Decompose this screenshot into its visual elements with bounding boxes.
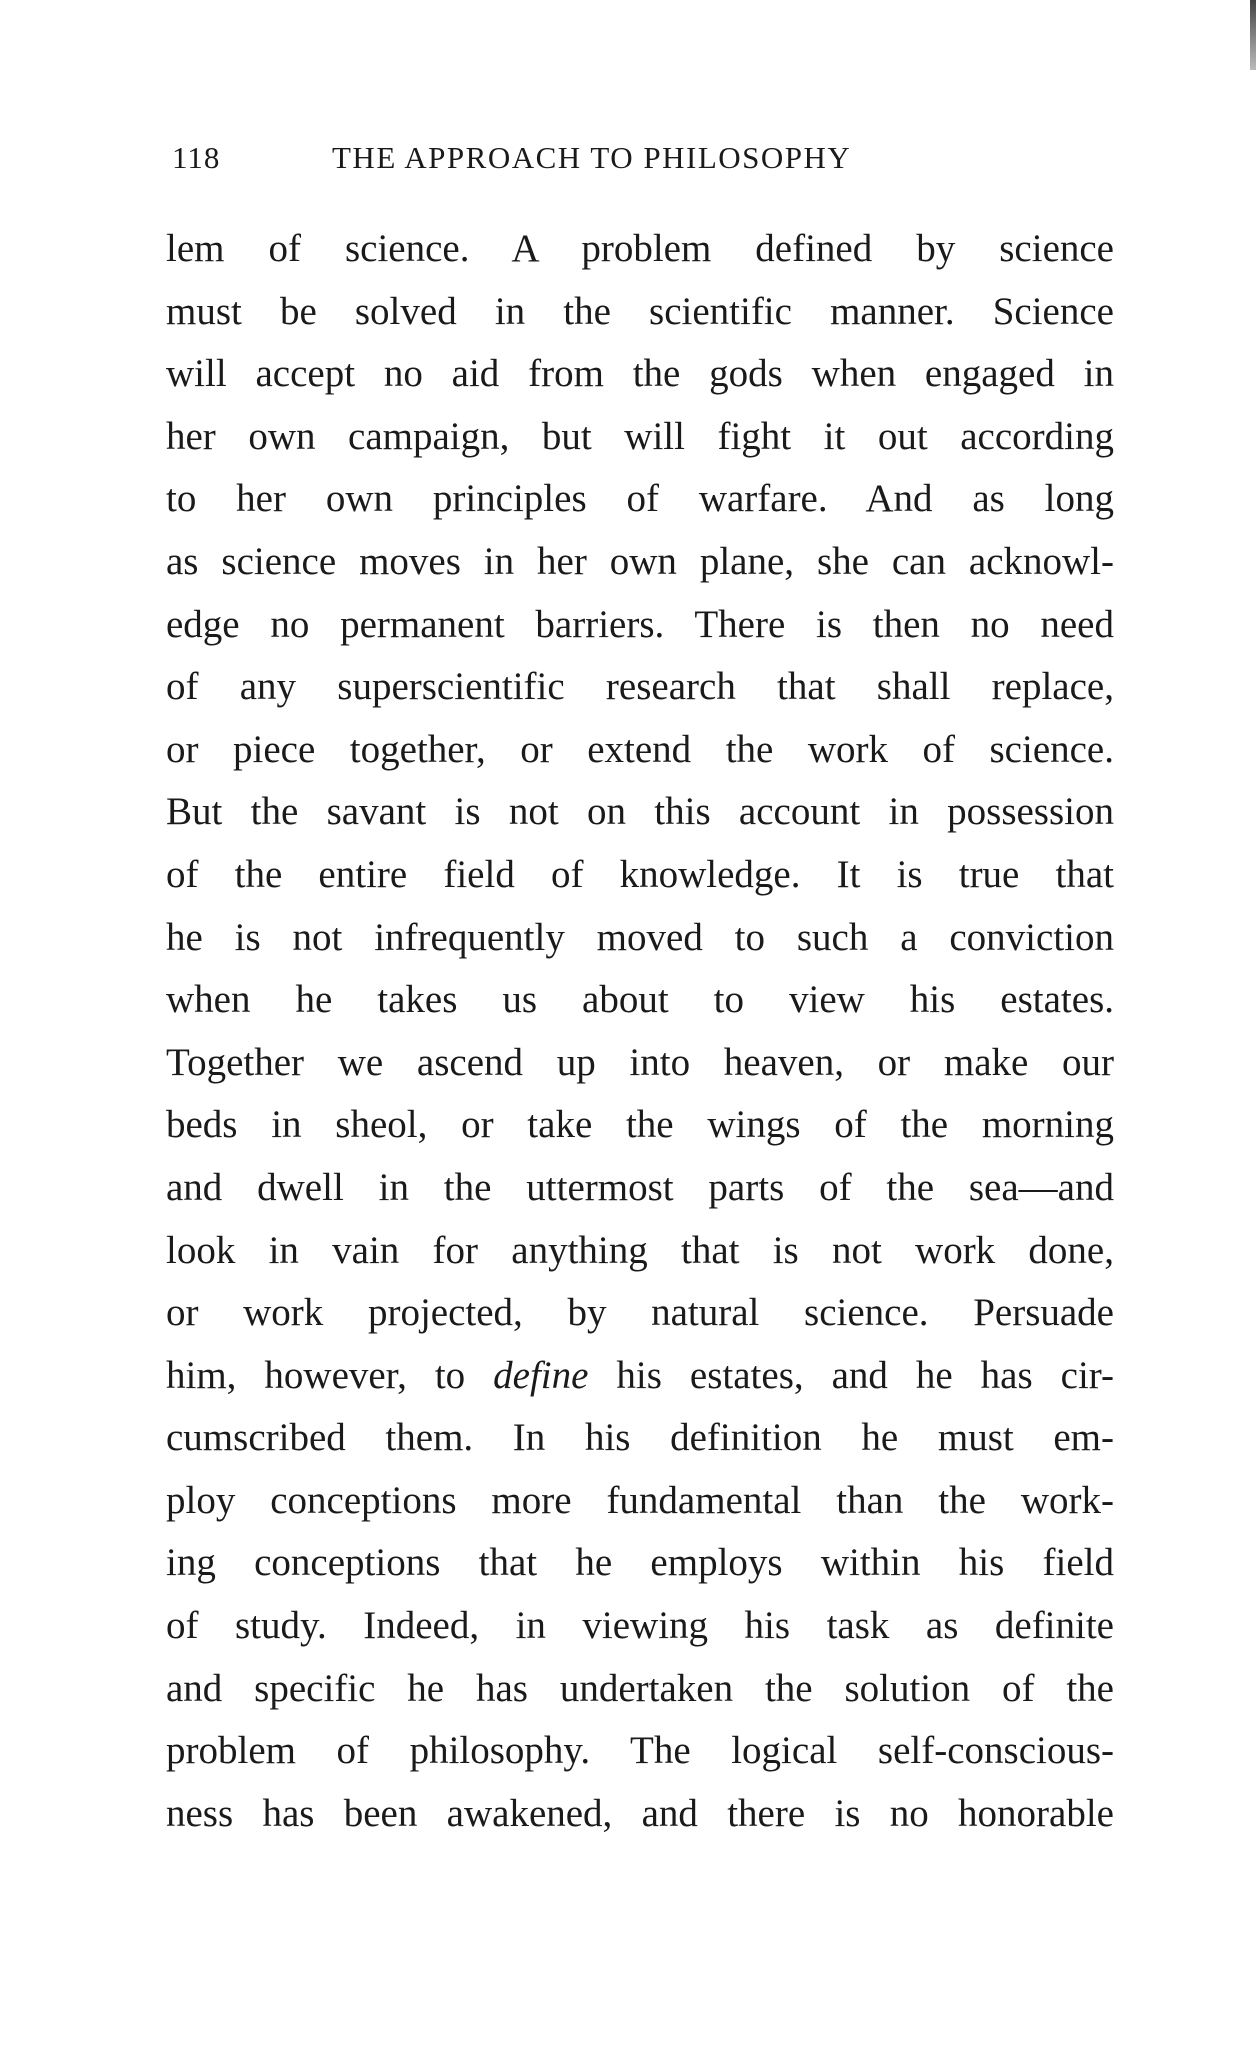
text-line: must be solved in the scientific manner. Science	[166, 289, 1114, 333]
text-line: lem of science. A problem defined by science	[166, 227, 1114, 270]
text-line: of any superscientific research that shall replace,	[166, 665, 1114, 709]
text-line: when he takes us about to view his estates.	[166, 978, 1114, 1022]
text-line: and specific he has undertaken the solution of the	[166, 1666, 1114, 1710]
text-line: her own campaign, but will fight it out according	[166, 414, 1114, 458]
text-line: But the savant is not on this account in possession	[166, 790, 1114, 834]
text-line: ploy conceptions more fundamental than the work-	[166, 1478, 1114, 1522]
body-text	[166, 218, 1114, 1845]
text-line: as science moves in her own plane, she can acknowl-	[166, 539, 1114, 583]
page-number: 118	[172, 140, 221, 175]
text-line: ing conceptions that he employs within his field	[166, 1541, 1114, 1585]
text-line: of the entire field of knowledge. It is true that	[166, 852, 1114, 896]
running-head: THE APPROACH TO PHILOSOPHY	[332, 140, 852, 175]
text-line: look in vain for anything that is not work done,	[166, 1228, 1114, 1272]
text-line: ness has been awakened, and there is no honorable	[166, 1791, 1114, 1835]
text-line: cumscribed them. In his definition he must em-	[166, 1416, 1114, 1460]
text-fragment: his estates, and he has cir-	[588, 1353, 1114, 1397]
text-line: will accept no aid from the gods when engaged in	[166, 352, 1114, 396]
text-line: or piece together, or extend the work of science.	[166, 727, 1114, 771]
page-edge-shadow	[1250, 0, 1256, 70]
text-line: beds in sheol, or take the wings of the morning	[166, 1103, 1114, 1147]
text-line: problem of philosophy. The logical self-conscious-	[166, 1729, 1114, 1773]
text-fragment: him, however, to	[166, 1353, 494, 1397]
text-line: he is not infrequently moved to such a conviction	[166, 915, 1114, 959]
page-header	[172, 140, 1072, 180]
text-line-with-italic	[166, 1345, 1114, 1408]
text-line: and dwell in the uttermost parts of the sea—and	[166, 1165, 1114, 1209]
text-line: Together we ascend up into heaven, or make our	[166, 1040, 1114, 1084]
text-line: edge no permanent barriers. There is then no need	[166, 602, 1114, 646]
text-line: of study. Indeed, in viewing his task as definite	[166, 1604, 1114, 1648]
italic-word: define	[493, 1353, 589, 1397]
text-line: to her own principles of warfare. And as long	[166, 477, 1114, 521]
text-line: or work projected, by natural science. Persuade	[166, 1291, 1114, 1335]
